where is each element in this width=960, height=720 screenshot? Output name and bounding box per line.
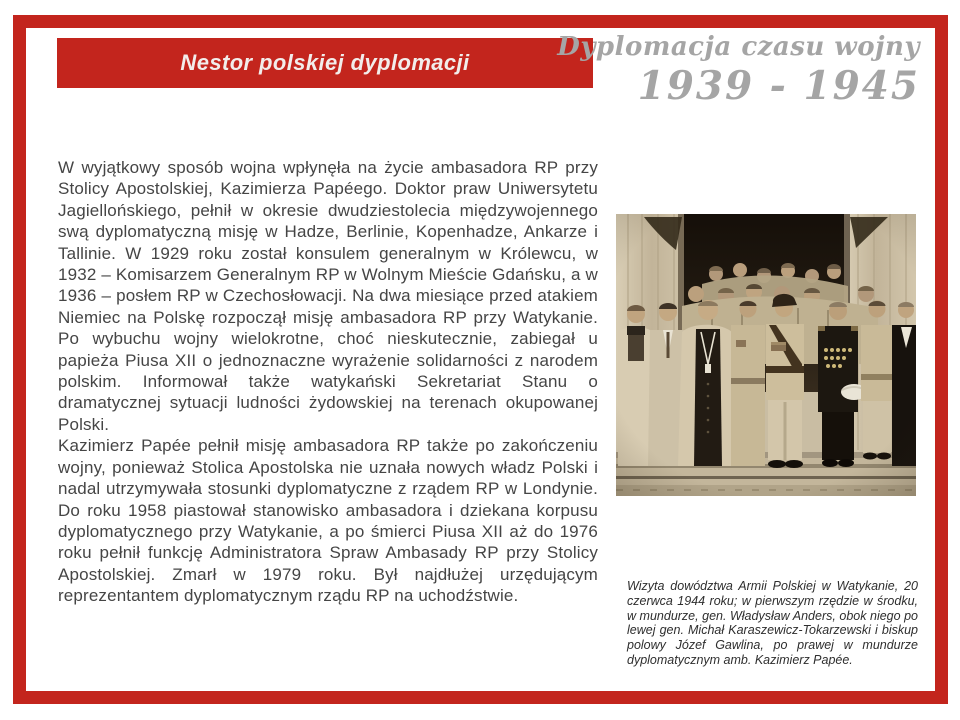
- series-title: Dyplomacja czasu wojny: [557, 32, 920, 62]
- series-years: 1939 - 1945: [637, 63, 920, 110]
- photo-vignette: [616, 214, 916, 496]
- article-text: [58, 157, 598, 607]
- series-header: [557, 32, 920, 110]
- photo-block: [616, 214, 916, 496]
- title-banner: [57, 38, 593, 88]
- page-title: Nestor polskiej dyplomacji: [180, 50, 470, 75]
- article-paragraph-1: W wyjątkowy sposób wojna wpłynęła na życie ambasadora RP przy Stolicy Apostolskiej, Kazimierza Papéego. Doktor praw Uniwersytetu Jagiellońskiego, pełnił w okresie dwudziestolecia międzywojennego swą dyplomatyczną misję w Hadze, Berlinie, Kopenhadze, Ankarze i Tallinie. W 1929 roku został konsulem generalnym w Królewcu, w 1932 – Komisarzem Generalnym RP w Wolnym Mieście Gdańsku, a w 1936 – posłem RP w Czechosłowacji. Na dwa miesiące przed atakiem Niemiec na Polskę rozpoczął misję ambasadora RP przy Watykanie. Po wybuchu wojny wielokrotne, choć nieskutecznie, zabiegał u papieża Piusa XII o jednoznaczne wyrażenie solidarności z narodem polskim. Informował także watykański Sekretariat Stanu o dramatycznej sytuacji ludności żydowskiej na terenach okupowanej Polski.: [58, 158, 598, 434]
- photo-caption: Wizyta dowództwa Armii Polskiej w Watykanie, 20 czerwca 1944 roku; w pierwszym rzędzie w środku, w mundurze, gen. Władysław Anders, obok niego po lewej gen. Michał Karaszewicz-Tokarzewski i biskup polowy Józef Gawlina, po prawej w mundurze dyplomatycznym amb. Kazimierz Papée.: [627, 579, 918, 667]
- article-paragraph-2: Kazimierz Papée pełnił misję ambasadora RP także po zakończeniu wojny, ponieważ Stolica Apostolska nie uznała nowych władz Polski i nadal utrzymywała stosunki dyplomatyczne z rządem RP w Londynie. Do roku 1958 piastował stanowisko ambasadora i dziekana korpusu dyplomatycznego przy Watykanie, a po śmierci Piusa XII aż do 1976 roku pełnił funkcję Administratora Spraw Ambasady RP przy Stolicy Apostolskiej. Zmarł w 1979 roku. Był najdłużej urzędującym reprezentantem dyplomatycznym rządu RP na uchodźstwie.: [58, 436, 598, 606]
- photo-image: [616, 214, 916, 496]
